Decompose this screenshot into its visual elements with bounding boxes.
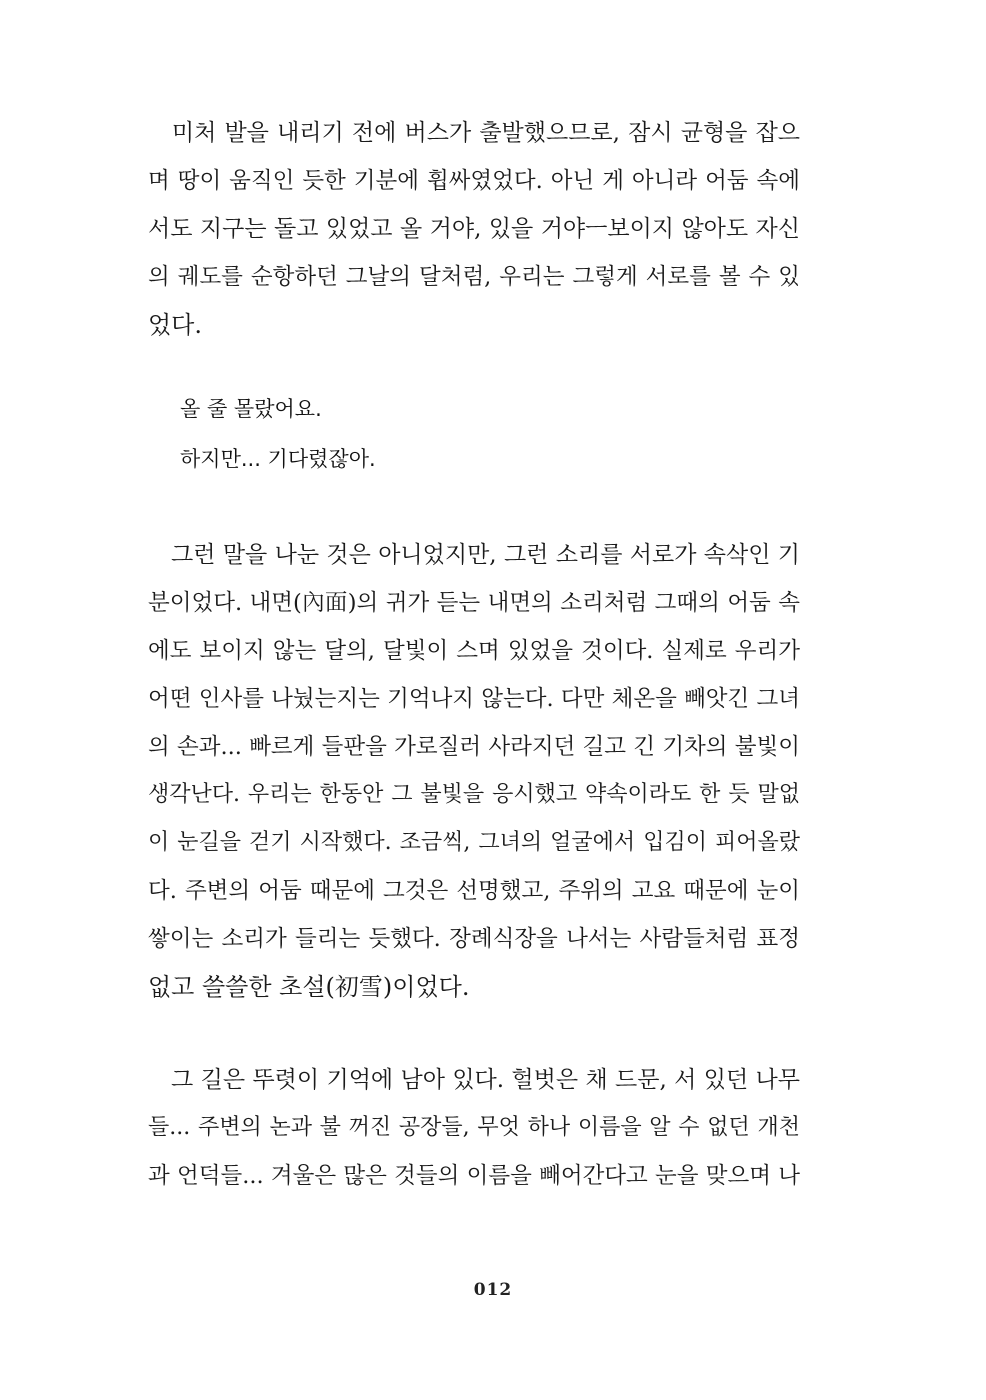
paragraph-3-line: 그 길은 뚜렷이 기억에 남아 있다. 헐벗은 채 드문, 서 있던 나무 (148, 1067, 800, 1093)
paragraph-2-line: 의 손과... 빠르게 들판을 가로질러 사라지던 길고 긴 기차의 불빛이 (148, 734, 800, 760)
dialogue-line: 하지만... 기다렸잖아. (180, 447, 376, 471)
paragraph-2-line: 생각난다. 우리는 한동안 그 불빛을 응시했고 약속이라도 한 듯 말없 (148, 782, 800, 807)
page-number: 012 (473, 1280, 513, 1300)
paragraph-2-line: 에도 보이지 않는 달의, 달빛이 스며 있었을 것이다. 실제로 우리가 (148, 638, 800, 664)
paragraph-2-line: 이 눈길을 걷기 시작했다. 조금씩, 그녀의 얼굴에서 입김이 피어올랐 (148, 830, 800, 855)
paragraph-2-line: 그런 말을 나눈 것은 아니었지만, 그런 소리를 서로가 속삭인 기 (148, 542, 800, 568)
paragraph-2 (148, 531, 800, 1011)
paragraph-3-line: 들... 주변의 논과 불 꺼진 공장들, 무엇 하나 이름을 알 수 없던 개천 (148, 1115, 800, 1140)
paragraph-1-line: 며 땅이 움직인 듯한 기분에 휩싸였었다. 아닌 게 아니라 어둠 속에 (148, 168, 800, 194)
paragraph-2-line: 없고 쓸쓸한 초설(初雪)이었다. (148, 973, 470, 1001)
paragraph-2-line: 다. 주변의 어둠 때문에 그것은 선명했고, 주위의 고요 때문에 눈이 (148, 878, 800, 904)
paragraph-2-line: 쌓이는 소리가 들리는 듯했다. 장례식장을 나서는 사람들처럼 표정 (148, 926, 800, 952)
paragraph-3-line: 과 언덕들... 겨울은 많은 것들의 이름을 빼어간다고 눈을 맞으며 나 (148, 1163, 800, 1189)
paragraph-1-line: 미처 발을 내리기 전에 버스가 출발했으므로, 잠시 균형을 잡으 (148, 120, 800, 146)
dialogue-block (180, 384, 780, 484)
paragraph-1-line: 었다. (148, 311, 202, 339)
paragraph-1-line: 서도 지구는 돌고 있었고 올 거야, 있을 거야ㅡ보이지 않아도 자신 (148, 216, 800, 242)
paragraph-3 (148, 1056, 800, 1200)
paragraph-2-line: 어떤 인사를 나눴는지는 기억나지 않는다. 다만 체온을 빼앗긴 그녀 (148, 686, 800, 712)
paragraph-1-line: 의 궤도를 순항하던 그날의 달처럼, 우리는 그렇게 서로를 볼 수 있 (148, 264, 800, 290)
paragraph-1 (148, 109, 800, 349)
dialogue-line: 올 줄 몰랐어요. (180, 397, 322, 421)
paragraph-2-line: 분이었다. 내면(內面)의 귀가 듣는 내면의 소리처럼 그때의 어둠 속 (148, 590, 800, 616)
